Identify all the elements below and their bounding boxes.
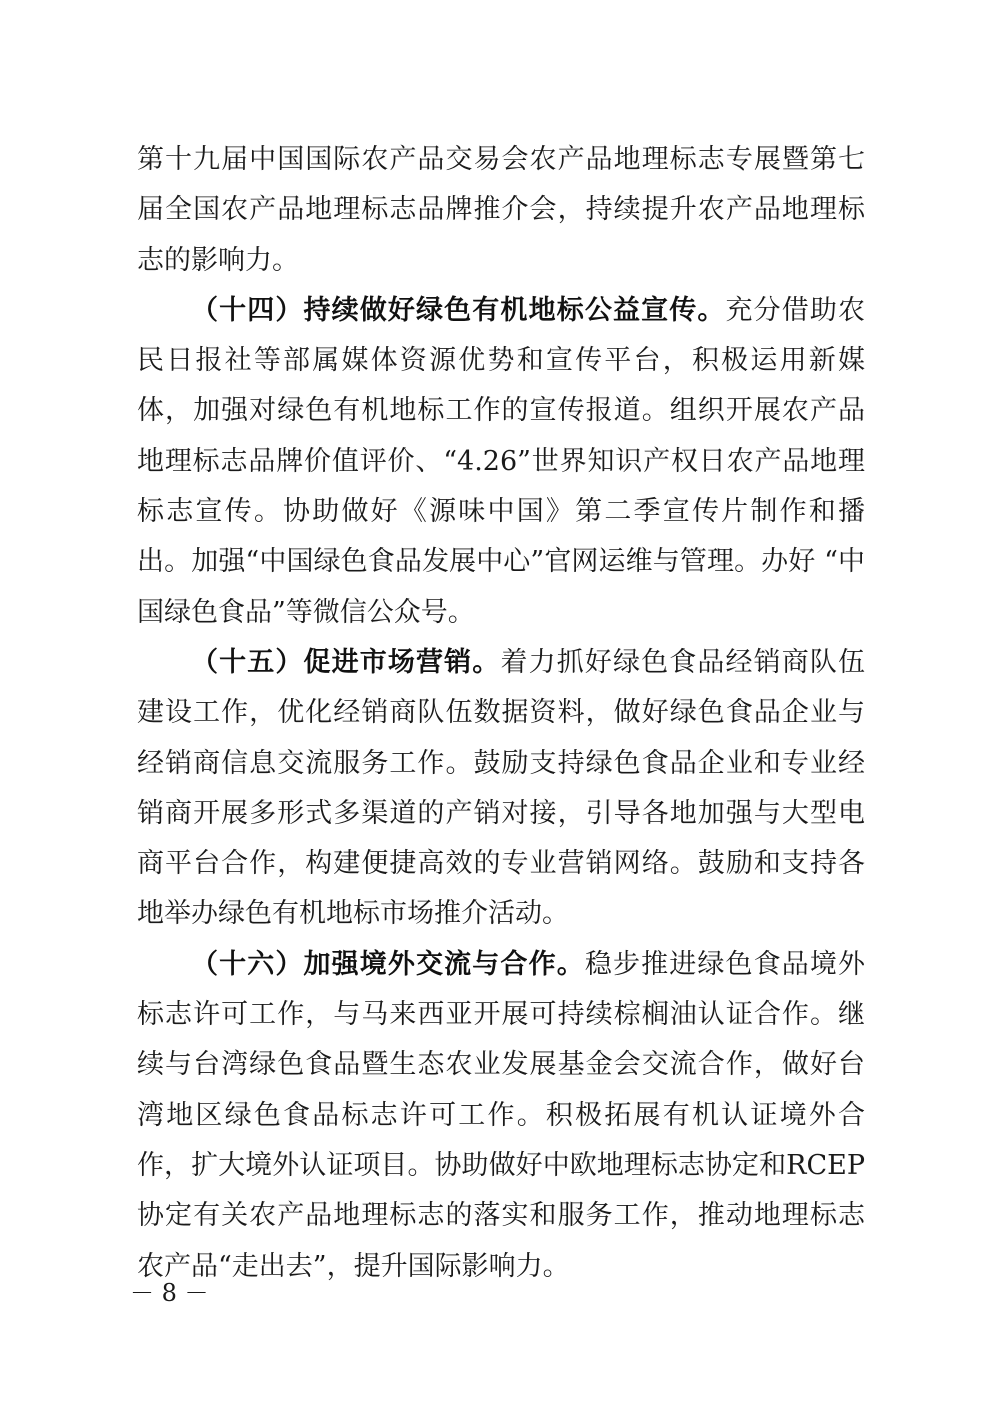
paragraph-text: 充分借助农民日报社等部属媒体资源优势和宣传平台，积极运用新媒体，加强对绿色有机地标工作的宣传报道。组织开展农产品地理标志品牌价值评价、“4.26”世界知识产权日农产品地理标志宣传。协助做好《源味中国》第二季宣传片制作和播出。加强“中国绿色食品发展中心”官网运维与管理。办好 “中国绿色食品”等微信公众号。 (137, 294, 866, 628)
document-body (137, 135, 865, 1292)
paragraph-text: 稳步推进绿色食品境外标志许可工作，与马来西亚开展可持续棕榈油认证合作。继续与台湾绿色食品暨生态农业发展基金会交流合作，做好台湾地区绿色食品标志许可工作。积极拓展有机认证境外合作，扩大境外认证项目。协助做好中欧地理标志协定和RCEP协定有关农产品地理标志的落实和服务工作，推动地理标志农产品“走出去”，提升国际影响力。 (137, 948, 866, 1282)
page-number: － 8 － (130, 1279, 209, 1307)
section-heading-15: （十五）促进市场营销。 (191, 646, 501, 678)
paragraph-continuation (137, 135, 865, 286)
section-heading-14: （十四）持续做好绿色有机地标公益宣传。 (191, 294, 726, 326)
paragraph-text: 着力抓好绿色食品经销商队伍建设工作，优化经销商队伍数据资料，做好绿色食品企业与经销商信息交流服务工作。鼓励支持绿色食品企业和专业经销商开展多形式多渠道的产销对接，引导各地加强与大型电商平台合作，构建便捷高效的专业营销网络。鼓励和支持各地举办绿色有机地标市场推介活动。 (137, 646, 866, 930)
paragraph-text: 第十九届中国国际农产品交易会农产品地理标志专展暨第七届全国农产品地理标志品牌推介会，持续提升农产品地理标志的影响力。 (137, 144, 865, 276)
paragraph-section-15 (137, 638, 865, 940)
paragraph-section-14 (137, 286, 865, 638)
section-heading-16: （十六）加强境外交流与合作。 (191, 948, 585, 980)
paragraph-section-16 (137, 940, 865, 1292)
